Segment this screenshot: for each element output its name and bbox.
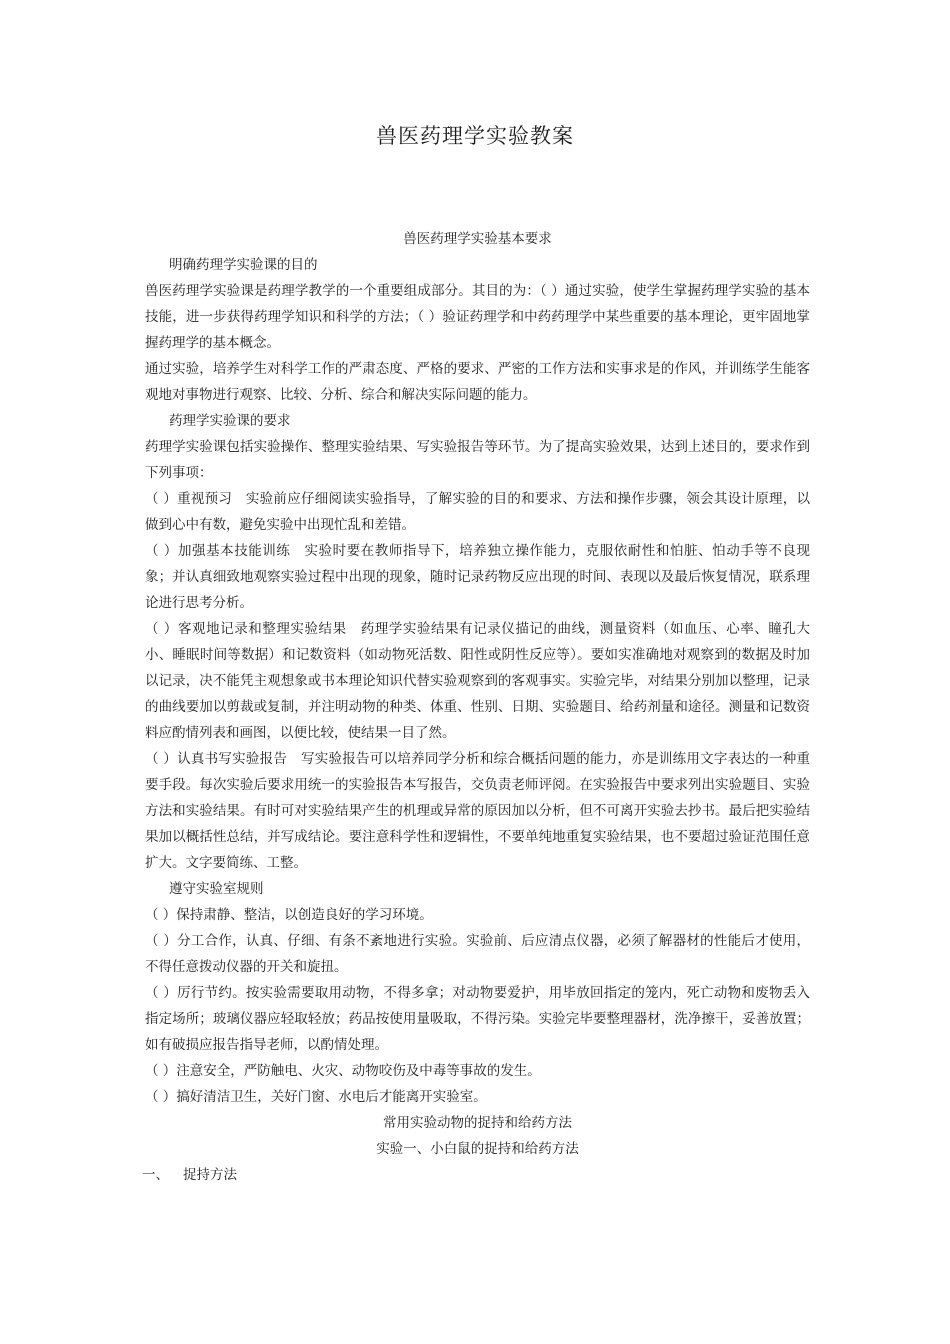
section-title-basic-requirements: 兽医药理学实验基本要求 [403,231,552,247]
paragraph-purpose-2: 通过实验，培养学生对科学工作的严肃态度、严格的要求、严密的工作方法和实事求是的作风，并训练学生能客观地对事物进行观察、比较、分析、综合和解决实际问题的能力。 [145,361,810,403]
rule-item: （ ）厉行节约。按实验需要取用动物，不得多拿；对动物要爱护，用毕放回指定的笼内，死亡动物和废物丢入指定场所；玻璃仪器应轻取轻放；药品按使用量吸取，不得污染。实验完毕要整理器材，洗净擦干，妥善放置；如有破损应报告指导老师，以酌情处理。 [145,985,810,1053]
paragraph-requirements-intro: 药理学实验课包括实验操作、整理实验结果、写实验报告等环节。为了提高实验效果，达到上述目的，要求作到下列事项： [145,439,810,481]
document-body [142,226,810,1188]
outline-number: 一、 [142,1167,169,1183]
rule-item: （ ）搞好清洁卫生，关好门窗、水电后才能离开实验室。 [145,1089,487,1105]
rule-item: （ ）保持肃静、整洁，以创造良好的学习环境。 [145,907,433,923]
requirement-item: （ ）客观地记录和整理实验结果 药理学实验结果有记录仪描记的曲线，测量资料（如血压、心率、瞳孔大小、睡眠时间等数据）和记数资料（如动物死活数、阳性或阴性反应等）。要如实准确地对观察到的数据及时加以记录，决不能凭主观想象或书本理论知识代替实验观察到的客观事实。实验完毕，对结果分别加以整理，记录的曲线要加以剪裁或复制，并注明动物的种类、体重、性别、日期、实验题目、给药剂量和途径。测量和记数资料应酌情列表和画图，以便比较，使结果一目了然。 [145,621,810,741]
outline-item-1 [142,1162,810,1188]
requirement-item: （ ）重视预习 实验前应仔细阅读实验指导，了解实验的目的和要求、方法和操作步骤，领会其设计原理，以做到心中有数，避免实验中出现忙乱和差错。 [145,491,810,533]
section-title-animal-handling: 常用实验动物的捉持和给药方法 [383,1115,572,1131]
requirement-item: （ ）认真书写实验报告 写实验报告可以培养同学分析和综合概括问题的能力，亦是训练用文字表达的一种重要手段。每次实验后要求用统一的实验报告本写报告，交负责老师评阅。在实验报告中要求列出实验题目、实验方法和实验结果。有时可对实验结果产生的机理或异常的原因加以分析，但不可离开实验去抄书。最后把实验结果加以概括性总结，并写成结论。要注意科学性和逻辑性，不要单纯地重复实验结果，也不要超过验证范围任意扩大。文字要简练、工整。 [145,751,810,871]
heading-purpose: 明确药理学实验课的目的 [169,257,318,273]
outline-text: 捉持方法 [183,1167,237,1183]
paragraph-purpose-1: 兽医药理学实验课是药理学教学的一个重要组成部分。其目的为：（ ）通过实验，使学生掌握药理学实验的基本技能，进一步获得药理学知识和科学的方法；（ ）验证药理学和中药药理学中某些重要的基本理论，更牢固地掌握药理学的基本概念。 [145,283,810,351]
rule-item: （ ）分工合作，认真、仔细、有条不紊地进行实验。实验前、后应清点仪器，必须了解器材的性能后才使用，不得任意拨动仪器的开关和旋扭。 [145,933,810,975]
requirement-item: （ ）加强基本技能训练 实验时要在教师指导下，培养独立操作能力，克服依耐性和怕脏、怕动手等不良现象；并认真细致地观察实验过程中出现的现象，随时记录药物反应出现的时间、表现以及最后恢复情况，联系理论进行思考分析。 [145,543,810,611]
heading-requirements: 药理学实验课的要求 [169,413,291,429]
document-title: 兽医药理学实验教案 [376,124,574,148]
heading-lab-rules: 遵守实验室规则 [169,881,264,897]
experiment-1-title: 实验一、小白鼠的捉持和给药方法 [376,1141,579,1157]
rule-item: （ ）注意安全，严防触电、火灾、动物咬伤及中毒等事故的发生。 [145,1063,541,1079]
